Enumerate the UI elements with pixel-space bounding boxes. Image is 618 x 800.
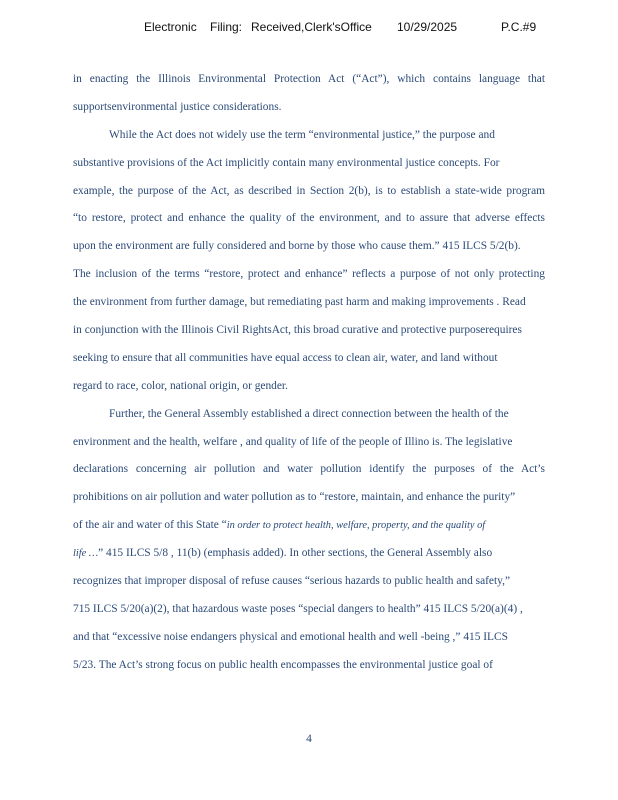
text-line: supportsenvironmental justice considerations. <box>73 100 282 113</box>
text-line: 715 ILCS 5/20(a)(2), that hazardous waste poses “special dangers to health” 415 ILCS 5/20(a)(4) , <box>73 602 523 615</box>
header-received: Received,Clerk'sOffice <box>251 20 372 34</box>
text-line <box>73 540 545 568</box>
text-line: and that “excessive noise endangers physical and emotional health and well -being ,” 415 ILCS <box>73 630 508 643</box>
text-line: “to restore, protect and enhance the quality of the environment, and to assure that adverse effects <box>73 212 545 225</box>
text-segment: of the air and water of this State “ <box>73 519 227 532</box>
filing-header <box>0 20 618 38</box>
header-pc-number: P.C.#9 <box>501 20 537 34</box>
text-line: in conjunction with the Illinois Civil RightsAct, this broad curative and protective purposerequires <box>73 324 522 337</box>
header-filing: Filing: <box>210 20 243 34</box>
emphasized-quote: life … <box>73 548 99 560</box>
header-date: 10/29/2025 <box>397 20 458 34</box>
header-electronic: Electronic <box>144 20 197 34</box>
text-line <box>73 512 545 540</box>
text-line: regard to race, color, national origin, or gender. <box>73 379 288 392</box>
text-line: the environment from further damage, but remediating past harm and making improvements . Read <box>73 296 526 309</box>
text-line: upon the environment are fully considered and borne by those who cause them.” 415 ILCS 5/2(b). <box>73 240 521 253</box>
text-line: 5/23. The Act’s strong focus on public health encompasses the environmental justice goal of <box>73 658 493 671</box>
text-line: While the Act does not widely use the term “environmental justice,” the purpose and <box>109 128 495 141</box>
text-line: environment and the health, welfare , and quality of life of the people of Illino is. The legislative <box>73 435 513 448</box>
text-line: The inclusion of the terms “restore, protect and enhance” reflects a purpose of not only protecting <box>73 268 545 281</box>
text-line: in enacting the Illinois Environmental Protection Act (“Act”), which contains language that <box>73 73 545 85</box>
text-line: example, the purpose of the Act, as described in Section 2(b), is to establish a state-wide program <box>73 184 545 197</box>
text-line: substantive provisions of the Act implicitly contain many environmental justice concepts. For <box>73 156 500 169</box>
text-segment: ” 415 ILCS 5/8 , 11(b) (emphasis added). In other sections, the General Assembly also <box>98 547 493 560</box>
text-line: Further, the General Assembly established a direct connection between the health of the <box>109 407 509 420</box>
emphasized-quote: in order to protect health, welfare, property, and the quality of <box>226 520 486 532</box>
text-line: recognizes that improper disposal of refuse causes “serious hazards to public health and safety,” <box>73 575 511 588</box>
text-line: prohibitions on air pollution and water pollution as to “restore, maintain, and enhance the purity” <box>73 491 516 504</box>
text-line: declarations concerning air pollution and water pollution identify the purposes of the Act’s <box>73 463 545 476</box>
text-line: seeking to ensure that all communities have equal access to clean air, water, and land without <box>73 351 498 364</box>
page-number: 4 <box>306 733 312 745</box>
document-body <box>73 66 545 680</box>
